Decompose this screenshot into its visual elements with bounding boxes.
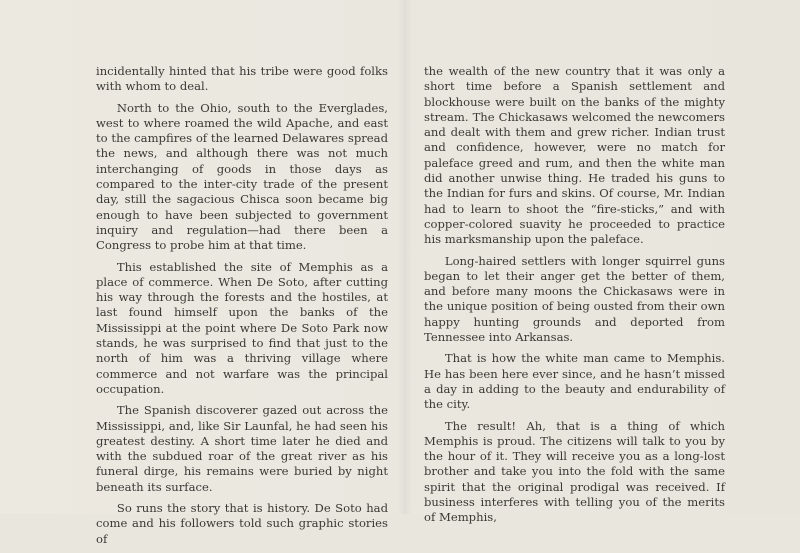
left-text-column bbox=[96, 64, 388, 553]
paragraph: incidentally hinted that his tribe were good folks with whom to deal. bbox=[96, 64, 388, 94]
paragraph: The result! Ah, that is a thing of which Memphis is proud. The citizens will talk to you by the hour of it. They will receive you as a long-lost brother and take you into the fold with the same spirit that the original prodigal was received. If business interferes with telling you of the merits of Memphis, bbox=[424, 418, 725, 525]
paragraph: Long-haired settlers with longer squirrel guns began to let their anger get the better of them, and before many moons the Chickasaws were in the unique position of being ousted from their own happy hunting grounds and deported from Tennessee into Arkansas. bbox=[424, 253, 725, 345]
paragraph: The Spanish discoverer gazed out across the Mississippi, and, like Sir Launfal, he had seen his greatest destiny. A short time later he died and with the subdued roar of the great river as his funeral dirge, his remains were buried by night beneath its surface. bbox=[96, 403, 388, 494]
paragraph: That is how the white man came to Memphis. He has been here ever since, and he hasn’t missed a day in adding to the beauty and endurability of the city. bbox=[424, 351, 725, 412]
page-gutter bbox=[398, 0, 412, 514]
paragraph: the wealth of the new country that it was only a short time before a Spanish settlement and blockhouse were built on the banks of the mighty stream. The Chickasaws welcomed the newcomers and dealt with them and grew richer. Indian trust and confidence, however, were no match for paleface greed and rum, and then the white man did another unwise thing. He traded his guns to the Indian for furs and skins. Of course, Mr. Indian had to learn to shoot the “fire-sticks,” and with copper-colored suavity he proceeded to practice his marksmanship upon the paleface. bbox=[424, 64, 725, 247]
right-text-column bbox=[424, 64, 725, 532]
paragraph: This established the site of Memphis as a place of commerce. When De Soto, after cutting his way through the forests and the hostiles, at last found himself upon the banks of the Mississippi at the point where De Soto Park now stands, he was surprised to find that just to the north of him was a thriving village where commerce and not warfare was the principal occupation. bbox=[96, 259, 388, 396]
paragraph: North to the Ohio, south to the Everglades, west to where roamed the wild Apache, and east to the campfires of the learned Delawares spread the news, and although there was not much interchanging of goods in those days as compared to the inter-city trade of the present day, still the sagacious Chisca soon became big enough to have been subjected to government inquiry and regulation—had there been a Congress to probe him at that time. bbox=[96, 100, 388, 253]
paragraph: So runs the story that is history. De Soto had come and his followers told such graphic stories of bbox=[96, 501, 388, 546]
